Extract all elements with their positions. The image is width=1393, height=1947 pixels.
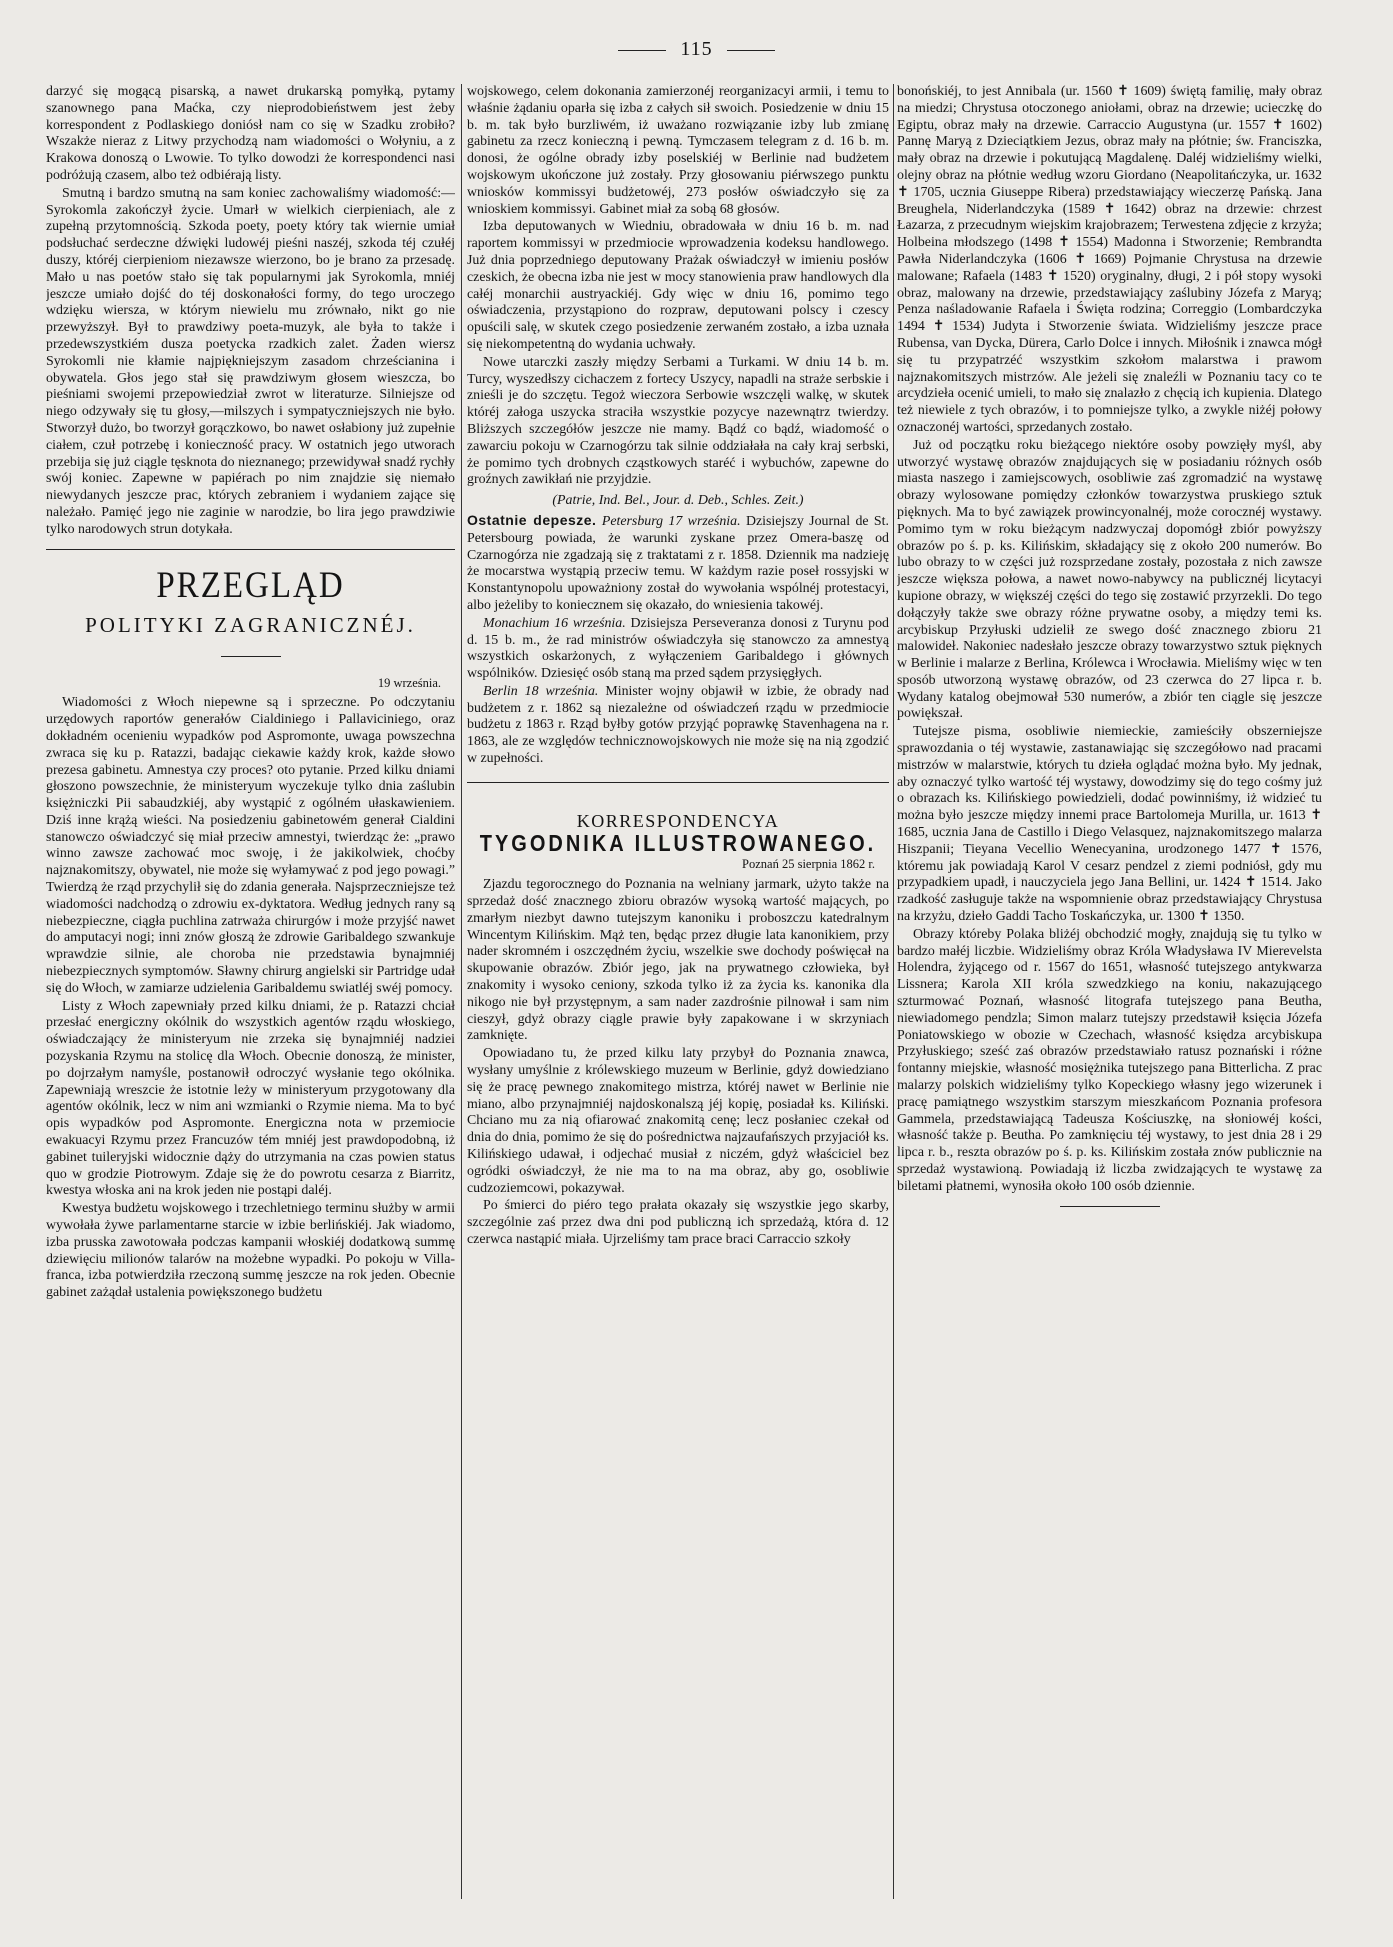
section-rule-2	[467, 782, 889, 783]
dispatch-berlin	[467, 684, 889, 768]
col1-para5: Kwestya budżetu wojskowego i trzechletniego terminu służby w armii wywołała żywe parlamentarne starcie w izbie berlińskiéj. Jak wiadomo, izba prusska zawotowała podczas kampanii włoskiéj dodatkową summę dziewięciu milionów talarów na możebne wypadki. Po pokoju w Villa-franca, izba potwierdziła rzeczoną summę jeszcze na rok jeden. Obecnie gabinet zażądał ustalenia powiększonego budżetu	[46, 1201, 455, 1301]
page-number-line	[0, 38, 1393, 61]
dispatch-berlin-text: Minister wojny objawił w izbie, że obrady nad budżetem z r. 1862 są niezależne od oświadczeń rządu w przedmiocie budżetu z 1863 r. Rząd byłby gotów przyjąć poprawkę Stavenhagena na r. 1863, ale ze względów technicznowojskowych nie może się na nią zgodzić w zupełności.	[467, 683, 889, 767]
dispatch-berlin-place: Berlin 18 września.	[483, 683, 599, 699]
col3-para4: Obrazy któreby Polaka bliżéj obchodzić mogły, znajdują się tu tylko w bardzo małéj liczbie. Widzieliśmy obraz Króla Władysława IV Mierevelsta Holendra, żyjącego od r. 1567 do 1651, własność tutejszego antykwarza Lissnera; Karola XII króla szwedzkiego na koniu, nakazującego szturmować Poznań, własność litografa tutejszego pana Beutha, niewiadomego pendzla; Simon malarz tutejszy przedstawił księcia Józefa Poniatowskiego w obozie w Czechach, własność księdza arcybiskupa Przyłuskiego; sześć zaś obrazów przedstawiało ratusz poznański i różne fontanny miejskie, własność mosiężnika tutejszego pana Bitterlicha. Z prac malarzy polskich widzieliśmy tylko Kopeckiego własny jego wizerunek i pracę pamiątnego wszystkim starszym mieszkańcom Poznania profesora Gammela, przedstawiającą Tadeusza Kościuszkę, na słoniowéj kości, własność także p. Beutha. Po zamknięciu téj wystawy, to jest dnia 28 i 29 lipca r. b., reszta obrazów po ś. p. ks. Kilińskim została znów publicznie na sprzedaż wystawioną. Powiadają iż liczba zwidzających te wystawę za biletami płatnemi, wynosiła około 100 osób dziennie.	[897, 926, 1322, 1194]
page-number-dash-right	[727, 50, 775, 51]
article-end-rule	[1060, 1206, 1160, 1207]
col1-para3: Wiadomości z Włoch niepewne są i sprzeczne. Po odczytaniu urzędowych raportów generałów Cialdiniego i Pallaviciniego, oraz dokładném ocenieniu wypadków pod Aspromonte, uwaga powszechna zwraca się ku p. Ratazzi, badając ciekawie każdy krok, każde słowo prezesa gabinetu. Amnestya czy proces? oto pytanie. Przed kilku dniami głoszono powszechnie, że ministeryum wyczekuje tylko dnia zaślubin księżniczki Pii sabaudzkiéj, aby wystąpić z ogólném ułaskawieniem. Dziś inne krążą wieści. Na posiedzeniu gabinetowém generał Cialdini stanowczo oświadczyć się miał przeciw amnestyi, twierdząc że: „prawo winno zawsze zachować moc swoję, i że jakikolwiek, choćby najznakomitszy, obywatel, nie może się wyłamywać z pod jego powagi.” Twierdzą że rząd przychylił się do zdania generała. Najsprzeczniejsze też wiadomości nadchodzą o zdrowiu ex-dyktatora. Według jednych rany są niebezpieczne, ciągła puchlina zatrważa chirurgów i może przyjść nawet do amputacyi nogi; inni znów głoszą że zdrowie Garibaldego szwankuje wprawdzie silnie, ale choroba nie przedstawia bynajmniéj niebezpiecznych symptomów. Sławny chirurg angielski sir Partridge udał się do Włoch, w zamiarze udzielenia Garibaldemu swiatléj swéj pomocy.	[46, 695, 455, 996]
page-number-dash-left	[618, 50, 666, 51]
column-1	[46, 84, 455, 1919]
col1-para4: Listy z Włoch zapewniały przed kilku dniami, że p. Ratazzi chciał przesłać energiczny okólnik do wszystkich agentów rządu włoskiego, oświadczający że ministeryum nie zrzeka się bynajmniéj nadziei pozyskania Rzymu na stolicę dla Włoch. Obecnie donoszą, że minister, po dojrzałym namyśle, postanowił odroczyć wysłanie tego okólnika. Zapewniają wreszcie że istotnie leży w ministeryum przygotowany dla agentów okólnik, lecz w nim ani wzmianki o Rzymie niema. Ma to być opis wypadków pod Aspromonte. Energiczna nota w przemiocie ewakuacyi Rzymu przez Francuzów tém mniéj jest prawdopodobną, iż gabinet tuileryjski widocznie dąży do utrzymania na czas powien status quo w grodzie Piotrowym. Zdaje się że do powrotu cesarza z Biarritz, kwestya włoska ani na krok jeden nie postąpi daléj.	[46, 998, 455, 1199]
dispatch-monachium-place: Monachium 16 września.	[483, 615, 626, 631]
section-heading-korrespondencya: KORRESPONDENCYA	[576, 810, 780, 831]
col3-para2: Już od początku roku bieżącego niektóre osoby powzięły myśl, aby utworzyć wystawę obrazów znajdujących się w posiadaniu różnych osób miasta naszego i zamiejscowych, osobliwie zaś zgromadzić na wystawę obrazy wylosowane pomiędzy członków towarzystwa pruskiego sztuk pięknych. Ma to być zawiązek prowincyonalnéj, może corocznéj wystawy. Pomimo tym w roku bieżącym nadzwyczaj dopomógł zbiór powyższy obrazów po ś. p. ks. Kilińskim, składający się z około 200 numerów. Bo lubo obrazy to w części już rozsprzedane zostały, pozostała z nich zawsze jeszcze większa połowa, a nawet nowo-nabywcy na publicznéj licytacyi kupione obrazy, w większéj części do tego się zostawić przyrzekli. Do tego dołączyły także swe obrazy różne prywatne osoby, a między temi ks. arcybiskup Przyłuski udzielił ze swego dość znacznego zbioru 21 malowideł. Nakoniec nadesłało jeszcze obrazy towarzystwo sztuk pięknych w Berlinie i malarze z Berlina, Królewca i Wrocławia. Mieliśmy więc w ten sposób utworzoną wystawę obrazów, od 23 czerwca do 27 lipca r. b. Wydany katalog obejmował 530 numerów, a zbiór ten ciągle się jeszcze powiększał.	[897, 437, 1322, 722]
dispatch-monachium	[467, 616, 889, 683]
column-rule-1	[461, 84, 462, 1899]
dispatch-petersburg-place: Petersburg 17 września.	[601, 513, 741, 529]
section-subheading-polityki: POLITYKI ZAGRANICZNÉJ.	[85, 612, 416, 637]
dispatch-heading: Ostatnie depesze.	[467, 511, 597, 528]
section-rule	[46, 549, 455, 550]
column-3	[897, 84, 1322, 1919]
col3-para1: bonońskiéj, to jest Annibala (ur. 1560 ✝ 1609) świętą familię, mały obraz na miedzi; Chrystusa otoczonego aniołami, obraz na drzewie; ucieczkę do Egiptu, obraz mały na drzewie. Carraccio Augustyna (ur. 1557 ✝ 1602) Pannę Maryą z Dzieciątkiem Jezus, obraz mały na płótnie; św. Franciszka, mały obraz na drzewie i pokutującą Magdalenę. Daléj widzieliśmy wielki, olejny obraz na płótnie według wzoru Giordano (Neapolitańczyka, ur. 1632 ✝ 1705, ucznia Giuseppe Ribera) przedstawiający wieczerzę Pańską. Jana Breughela, Niderlandczyka (1589 ✝ 1642) obraz na drzewie: chrzest Łazarza, z przecudnym wiejskim krajobrazem; Terwestena zdjęcie z krzyża; Holbeina młodszego (1498 ✝ 1554) Madonna i Stworzenie; Rembrandta Pawła Niderlandczyka (1606 ✝ 1669) Pojmanie Chrystusa na drzewie malowane; Rafaela (1483 ✝ 1520) oryginalny, długi, 2 i pół stopy wysoki obraz, malowany na drzewie, przedstawiający zaślubiny Józefa z Maryą; Penza naśladowanie Rafaela i Święta rodzina; Correggio (Lombardczyka 1494 ✝ 1534) Judyta i Stworzenie świata. Widzieliśmy jeszcze prace Rubensa, van Dycka, Dürera, Carlo Dolce i innych. Miłośnik i znawca mógł się tu przypatrzéć wszystkim szkołom malarstwa i prawom najznakomitszych mistrzów. Ale jeżeli się znaleźli w Poznaniu tacy co te arcydzieła ocenić umieli, to mało się znalazło z chęcią ich kupienia. Dlatego też niewiele z tych obrazów, i to pomniejsze tylko, a zwykle niżéj połowy oznaczonéj wartości, sprzedanych zostało.	[897, 84, 1322, 435]
page-number: 115	[680, 38, 713, 60]
section-heading-przeglad: PRZEGLĄD	[156, 565, 345, 606]
section-subheading-tygodnika: TYGODNIKA ILLUSTROWANEGO.	[479, 830, 877, 857]
column-rule-2	[893, 84, 894, 1899]
dispatch-petersburg	[467, 512, 889, 615]
col2-para4: Zjazdu tegorocznego do Poznania na welniany jarmark, użyto także na sprzedaż dość znacznego zbioru obrazów wysoką wartość mających, po zmarłym niezbyt dawno tutejszym kanoniku i proboszczu katedralnym Wincentym Kilińskim. Mąż ten, będąc przez długie lata kanonikiem, przy nader skromném i oszczędném życiu, wszelkie swe dochody poświęcał na skupowanie obrazów. Zbiór jego, jak na prywatnego człowieka, był znakomity i wysoko ceniony, szkoda tylko iż za życia ks. kanonika dla nikogo nie był przystępnym, a sam nader zazdrośnie pilnował i sam nim cieszył, gdyż obrazy ciągle prawie były zapakowane i w skrzyniach zamknięte.	[467, 877, 889, 1044]
col2-para3: Nowe utarczki zaszły między Serbami a Turkami. W dniu 14 b. m. Turcy, wyszedłszy cichaczem z fortecy Uszycy, napadli na straże serbskie i znieśli je do szczętu. Tegoż wieczora Serbowie wszczęli walkę, w skutek któréj załoga uszycka straciła wszystkie pozycye nazewnątrz twierdzy. Bliższych szczegółów jeszcze nie mamy. Bądź co bądź, wiadomość o zawarciu pokoju w Czarnogórzu tak silnie oddziałała na cały kraj serbski, że pomimo tych drobnych cząstkowych staréć i wybuchów, zapewne do groźnych zawikłań nie przyjdzie.	[467, 354, 889, 488]
column-2	[467, 84, 889, 1919]
heading-underline	[221, 656, 281, 657]
dispatch-monachium-text: Dzisiejsza Perseveranza donosi z Turynu pod d. 15 b. m., że rad ministrów oświadczyła się stanowczo za amnestyą wszystkich oskarżonych, z wyłączeniem Garibaldego i głównych wspólników. Dziesięć osób staną ma przed sądem przysięgłych.	[467, 615, 889, 682]
col3-para3: Tutejsze pisma, osobliwie niemieckie, zamieściły obszerniejsze sprawozdania o téj wystawie, zastanawiając się szczegółowo nad pracami mistrzów w malarstwie, których tu dzieła oglądać można było. My jednak, aby oznaczyć tylko wartość téj wystawy, dowodzimy się do tego cośmy już o obrazach ks. Kilińskiego powiedzieli, dodać powinniśmy, iż widzieć tu można było jeszcze między innemi prace Bartolomeja Murilla, ur. 1613 ✝ 1685, ucznia Jana de Castillo i Diego Velasquez, najznakomitszego malarza Hiszpanii; Tieyana Vecellio Wenecyanina, urodzonego 1477 ✝ 1576, któremu jak powiadają Karol V cesarz pendzel z ziemi podniósł, gdy mu przypadkiem upadł, i nauczyciela jego Jana Bellini, ur. 1424 ✝ 1514. Jako rzadkość zasługuje także na wspomnienie obraz przedstawiający Chrystusa na krzyżu, dzieło Gaddi Tacho Toskańczyka, ur. 1300 ✝ 1350.	[897, 724, 1322, 925]
col2-para2: Izba deputowanych w Wiedniu, obradowała w dniu 16 b. m. nad raportem kommissyi w przedmiocie wprowadzenia kodeksu handlowego. Już dnia poprzedniego deputowany Prażak oświadczył w imieniu posłów czeskich, że obecna izba nie jest w mocy stanowienia praw handlowych dla całéj monarchii austryackiéj. Gdy więc w dniu 16, pomimo tego oświadczenia, przystąpiono do rozpraw, deputowani polscy i czescy opuścili salę, w skutek czego posiedzenie zerwaném zostało, a izba uznała się niekompetentną do wydania uchwały.	[467, 219, 889, 352]
col2-para6: Po śmierci do piéro tego prałata okazały się wszystkie jego skarby, szczególnie zaś przez dwa dni pod publiczną ich sprzedażą, która d. 12 czerwca nastąpić miała. Ujrzeliśmy tam prace braci Carraccio szkoły	[467, 1198, 889, 1247]
col1-para2: Smutną i bardzo smutną na sam koniec zachowaliśmy wiadomość:—Syrokomla zakończył życie. Umarł w wielkich cierpieniach, ale z zupełną przytomnością. Szkoda poety, poety który tak wiernie umiał podsłuchać serdeczne dźwięki ludowéj pieśni naszéj, szkoda téj czułéj duszy, któréj cierpieniom niezawsze wierzono, bo je brano za przesadę. Mało u nas poetów stało się tak popularnymi jak Syrokomla, mniéj jeszcze umiało dojść do téj doskonałości formy, do tego uroczego wdzięku wiersza, w którym niewielu mu zrównało, nikt go nie przewyższył. Był to prawdziwy poeta-muzyk, ale była to także i przedewszystkiém dusza poetycka rzadkich zalet. Żaden wiersz Syrokomli nie kłamie najpiękniejszym zasadom chrześcianina i obywatela. Głos jego stał się prawdziwym głosem wieszcza, bo pieśniami swojemi przepowiedział zwrot w literaturze. Silniejsze od niego odzywały się tu głosy,—milszych i sympatyczniejszych nie było. Stworzył dużo, bo tworzył gorączkowo, bo nawet osłabiony już zupełnie ciałem, czuł potrzebę i konieczność pracy. W ostatnich jego utworach przebija się już ciągle tęsknota do nieznanego; przewidywał snadź rychły swój koniec. Zapewne w papiérach po nim znajdzie się niemało niewydanych jeszcze prac, których zebraniem i wydaniem zające się należało. Pamięć jego nie zaginie w narodzie, bo lira jego prawdziwie tylko narodowych strun dotykała.	[46, 185, 455, 537]
col1-para1: darzyć się mogącą pisarską, a nawet drukarską pomyłką, pytamy szanownego pana Maćka, czy nieprodobieństwem jest żeby korrespondent z Podlaskiego doniósł nam co się w Szadku zrobiło? Wszakże nieraz z Litwy przychodzą nam wiadomości o Wołyniu, a z Krakowa donoszą o Lwowie. To tylko dowodzi że korrespondenci nasi podróżują czasem, albo też odbiérają listy.	[46, 84, 455, 183]
col2-para5: Opowiadano tu, że przed kilku laty przybył do Poznania znawca, wysłany umyślnie z królewskiego muzeum w Berlinie, gdyż dowiedziano się że pracę pewnego znakomitego mistrza, któréj nawet w Berlinie nie miano, albo przynajmniéj najdoskonalszą jéj kopię, posiadał ks. Kiliński. Chciano mu za nią ofiarować znakomitą cenę; lecz posłaniec czekał od dnia do dnia, pomimo że się do pośrednictwa najzaufańszych przyjaciół ks. Kilińskiego udawał, i odjechać musiał z niczém, gdyż właściciel bez ogródki oświadczył, że nie ma to na ma obraz, aby go, osobliwie cudzoziemcowi, pokazywał.	[467, 1046, 889, 1196]
col2-para1: wojskowego, celem dokonania zamierzonéj reorganizacyi armii, i temu to właśnie żądaniu oparła się izba z całych sił swoich. Posiedzenie w dniu 15 b. m. tak było burzliwém, iż uważano rozwiązanie izby lub zmianę gabinetu za rzecz konieczną i pewną. Tymczasem telegram z d. 16 b. m. donosi, że ogólne obrady izby poselskiéj w Berlinie nad budżetem wojskowym ukończone już zostały. Przy głosowaniu piérwszego punktu wniosków kommissyi budżetowéj, 273 posłów oświadczyło się za wnioskiem kommissyi. Gabinet miał za sobą 68 głosów.	[467, 84, 889, 217]
news-sources: (Patrie, Ind. Bel., Jour. d. Deb., Schles. Zeit.)	[552, 493, 804, 509]
review-date: 19 września.	[377, 675, 441, 690]
dispatch-petersburg-text: Dzisiejszy Journal de St. Petersbourg powiada, że warunki zyskane przez Omera-baszę od Czarnogórza nie zgadzają się z traktatami z r. 1858. Dziennik ma nadzieję że mocarstwa wystąpią przeciw temu. W każdym razie poseł rossyjski w Konstantynopolu upoważniony został do wywołania wspólnéj protestacyi, albo jeżeliby to koniecznem się okazało, do wniesienia takowéj.	[467, 513, 889, 613]
correspondence-dateline: Poznań 25 sierpnia 1862 r.	[742, 857, 875, 872]
